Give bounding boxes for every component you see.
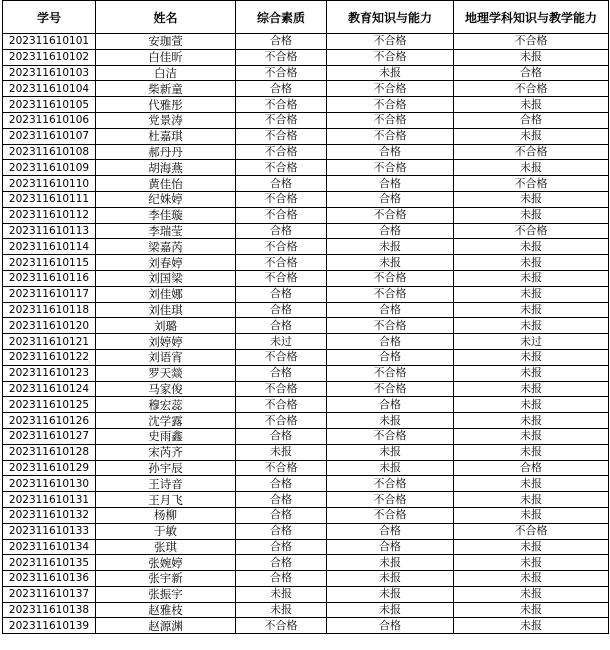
table-row <box>3 176 609 192</box>
cell-geography-teaching: 未报 <box>454 160 609 176</box>
cell-comprehensive-quality: 合格 <box>236 365 327 381</box>
table-row <box>3 270 609 286</box>
cell-geography-teaching: 未报 <box>454 586 609 602</box>
cell-student-id: 202311610117 <box>3 286 96 302</box>
cell-education-knowledge: 不合格 <box>327 270 454 286</box>
cell-name: 刘婷婷 <box>96 334 236 350</box>
cell-geography-teaching: 未报 <box>454 381 609 397</box>
table-row <box>3 65 609 81</box>
cell-geography-teaching: 未报 <box>454 49 609 65</box>
cell-comprehensive-quality: 未过 <box>236 334 327 350</box>
cell-student-id: 202311610114 <box>3 239 96 255</box>
table-row <box>3 112 609 128</box>
table-row <box>3 397 609 413</box>
cell-education-knowledge: 不合格 <box>327 428 454 444</box>
cell-comprehensive-quality: 未报 <box>236 586 327 602</box>
header-student-id: 学号 <box>3 1 96 34</box>
cell-comprehensive-quality: 合格 <box>236 523 327 539</box>
cell-student-id: 202311610127 <box>3 428 96 444</box>
table-row <box>3 428 609 444</box>
cell-student-id: 202311610115 <box>3 255 96 271</box>
cell-student-id: 202311610122 <box>3 349 96 365</box>
cell-name: 白佳昕 <box>96 49 236 65</box>
header-comprehensive-quality: 综合素质 <box>236 1 327 34</box>
cell-comprehensive-quality: 不合格 <box>236 112 327 128</box>
cell-geography-teaching: 未报 <box>454 555 609 571</box>
cell-education-knowledge: 不合格 <box>327 507 454 523</box>
cell-student-id: 202311610132 <box>3 507 96 523</box>
cell-education-knowledge: 合格 <box>327 191 454 207</box>
cell-education-knowledge: 合格 <box>327 302 454 318</box>
cell-name: 刘璐 <box>96 318 236 334</box>
table-row <box>3 49 609 65</box>
cell-student-id: 202311610128 <box>3 444 96 460</box>
cell-comprehensive-quality: 不合格 <box>236 460 327 476</box>
cell-name: 孙宇辰 <box>96 460 236 476</box>
header-name: 姓名 <box>96 1 236 34</box>
cell-geography-teaching: 未报 <box>454 492 609 508</box>
cell-student-id: 202311610120 <box>3 318 96 334</box>
cell-geography-teaching: 不合格 <box>454 144 609 160</box>
table-row <box>3 239 609 255</box>
cell-name: 沈学露 <box>96 413 236 429</box>
cell-education-knowledge: 不合格 <box>327 381 454 397</box>
cell-student-id: 202311610111 <box>3 191 96 207</box>
cell-student-id: 202311610135 <box>3 555 96 571</box>
cell-name: 李佳璇 <box>96 207 236 223</box>
cell-name: 罗天燚 <box>96 365 236 381</box>
cell-geography-teaching: 未报 <box>454 128 609 144</box>
cell-comprehensive-quality: 合格 <box>236 286 327 302</box>
cell-education-knowledge: 不合格 <box>327 365 454 381</box>
table-row <box>3 318 609 334</box>
cell-geography-teaching: 未报 <box>454 365 609 381</box>
cell-student-id: 202311610113 <box>3 223 96 239</box>
table-row <box>3 460 609 476</box>
cell-name: 刘国梁 <box>96 270 236 286</box>
header-education-knowledge: 教育知识与能力 <box>327 1 454 34</box>
cell-education-knowledge: 不合格 <box>327 207 454 223</box>
cell-name: 王月飞 <box>96 492 236 508</box>
cell-comprehensive-quality: 合格 <box>236 302 327 318</box>
table-row <box>3 618 609 634</box>
table-row <box>3 507 609 523</box>
cell-name: 党景涛 <box>96 112 236 128</box>
cell-name: 柴新童 <box>96 81 236 97</box>
cell-geography-teaching: 未报 <box>454 349 609 365</box>
cell-geography-teaching: 未报 <box>454 476 609 492</box>
cell-comprehensive-quality: 不合格 <box>236 128 327 144</box>
cell-name: 杜嘉琪 <box>96 128 236 144</box>
table-row <box>3 586 609 602</box>
cell-student-id: 202311610129 <box>3 460 96 476</box>
cell-education-knowledge: 未报 <box>327 444 454 460</box>
cell-name: 刘佳娜 <box>96 286 236 302</box>
cell-name: 于敏 <box>96 523 236 539</box>
cell-education-knowledge: 未报 <box>327 571 454 587</box>
table-row <box>3 365 609 381</box>
cell-name: 张琪 <box>96 539 236 555</box>
table-row <box>3 255 609 271</box>
cell-student-id: 202311610106 <box>3 112 96 128</box>
cell-comprehensive-quality: 不合格 <box>236 191 327 207</box>
cell-geography-teaching: 未报 <box>454 255 609 271</box>
table-row <box>3 34 609 50</box>
cell-name: 穆宏蕊 <box>96 397 236 413</box>
cell-name: 王诗音 <box>96 476 236 492</box>
cell-comprehensive-quality: 合格 <box>236 223 327 239</box>
cell-student-id: 202311610102 <box>3 49 96 65</box>
cell-student-id: 202311610139 <box>3 618 96 634</box>
table-row <box>3 302 609 318</box>
cell-geography-teaching: 不合格 <box>454 523 609 539</box>
cell-geography-teaching: 未报 <box>454 507 609 523</box>
cell-comprehensive-quality: 未报 <box>236 602 327 618</box>
cell-name: 刘春婷 <box>96 255 236 271</box>
cell-geography-teaching: 未报 <box>454 413 609 429</box>
cell-comprehensive-quality: 合格 <box>236 176 327 192</box>
cell-education-knowledge: 合格 <box>327 397 454 413</box>
header-row <box>3 1 609 34</box>
table-row <box>3 381 609 397</box>
cell-comprehensive-quality: 不合格 <box>236 413 327 429</box>
cell-comprehensive-quality: 不合格 <box>236 381 327 397</box>
cell-comprehensive-quality: 合格 <box>236 476 327 492</box>
cell-name: 李瑞莹 <box>96 223 236 239</box>
table-row <box>3 128 609 144</box>
cell-comprehensive-quality: 不合格 <box>236 144 327 160</box>
cell-name: 刘佳琪 <box>96 302 236 318</box>
cell-education-knowledge: 不合格 <box>327 492 454 508</box>
cell-student-id: 202311610130 <box>3 476 96 492</box>
table-row <box>3 492 609 508</box>
cell-student-id: 202311610107 <box>3 128 96 144</box>
cell-education-knowledge: 未报 <box>327 413 454 429</box>
table-row <box>3 334 609 350</box>
cell-geography-teaching: 合格 <box>454 112 609 128</box>
cell-name: 黄佳怡 <box>96 176 236 192</box>
cell-comprehensive-quality: 不合格 <box>236 97 327 113</box>
cell-geography-teaching: 未报 <box>454 618 609 634</box>
table-body <box>3 34 609 634</box>
cell-student-id: 202311610125 <box>3 397 96 413</box>
cell-student-id: 202311610104 <box>3 81 96 97</box>
cell-education-knowledge: 未报 <box>327 602 454 618</box>
cell-student-id: 202311610101 <box>3 34 96 50</box>
cell-comprehensive-quality: 不合格 <box>236 160 327 176</box>
cell-student-id: 202311610105 <box>3 97 96 113</box>
table-row <box>3 160 609 176</box>
table-row <box>3 81 609 97</box>
cell-student-id: 202311610138 <box>3 602 96 618</box>
cell-name: 赵源渊 <box>96 618 236 634</box>
cell-name: 张宇新 <box>96 571 236 587</box>
table-header <box>3 1 609 34</box>
cell-student-id: 202311610136 <box>3 571 96 587</box>
cell-education-knowledge: 不合格 <box>327 112 454 128</box>
cell-name: 史雨鑫 <box>96 428 236 444</box>
cell-comprehensive-quality: 不合格 <box>236 255 327 271</box>
cell-education-knowledge: 不合格 <box>327 286 454 302</box>
table-row <box>3 349 609 365</box>
cell-name: 梁嘉芮 <box>96 239 236 255</box>
cell-geography-teaching: 未报 <box>454 239 609 255</box>
cell-student-id: 202311610124 <box>3 381 96 397</box>
cell-comprehensive-quality: 合格 <box>236 318 327 334</box>
cell-comprehensive-quality: 不合格 <box>236 239 327 255</box>
cell-education-knowledge: 未报 <box>327 586 454 602</box>
cell-comprehensive-quality: 合格 <box>236 555 327 571</box>
cell-student-id: 202311610126 <box>3 413 96 429</box>
table-row <box>3 413 609 429</box>
table-row <box>3 602 609 618</box>
table-row <box>3 144 609 160</box>
table-row <box>3 223 609 239</box>
table-row <box>3 476 609 492</box>
cell-student-id: 202311610109 <box>3 160 96 176</box>
cell-education-knowledge: 未报 <box>327 255 454 271</box>
cell-geography-teaching: 未报 <box>454 571 609 587</box>
cell-comprehensive-quality: 合格 <box>236 571 327 587</box>
cell-geography-teaching: 未报 <box>454 191 609 207</box>
exam-results-table <box>2 0 609 634</box>
table-row <box>3 444 609 460</box>
cell-education-knowledge: 不合格 <box>327 476 454 492</box>
cell-student-id: 202311610131 <box>3 492 96 508</box>
cell-geography-teaching: 未报 <box>454 428 609 444</box>
cell-geography-teaching: 未报 <box>454 539 609 555</box>
cell-comprehensive-quality: 合格 <box>236 81 327 97</box>
cell-education-knowledge: 未报 <box>327 65 454 81</box>
cell-student-id: 202311610118 <box>3 302 96 318</box>
cell-education-knowledge: 合格 <box>327 223 454 239</box>
cell-name: 纪姝婷 <box>96 191 236 207</box>
cell-student-id: 202311610134 <box>3 539 96 555</box>
cell-name: 马家俊 <box>96 381 236 397</box>
cell-geography-teaching: 未报 <box>454 302 609 318</box>
cell-name: 刘语宵 <box>96 349 236 365</box>
cell-comprehensive-quality: 不合格 <box>236 207 327 223</box>
cell-education-knowledge: 不合格 <box>327 49 454 65</box>
cell-education-knowledge: 不合格 <box>327 318 454 334</box>
cell-comprehensive-quality: 不合格 <box>236 49 327 65</box>
cell-education-knowledge: 合格 <box>327 176 454 192</box>
cell-education-knowledge: 合格 <box>327 618 454 634</box>
cell-geography-teaching: 未报 <box>454 97 609 113</box>
cell-education-knowledge: 合格 <box>327 334 454 350</box>
cell-geography-teaching: 未报 <box>454 602 609 618</box>
cell-name: 张振宇 <box>96 586 236 602</box>
cell-geography-teaching: 不合格 <box>454 34 609 50</box>
cell-student-id: 202311610112 <box>3 207 96 223</box>
cell-name: 赵雅枝 <box>96 602 236 618</box>
cell-name: 白洁 <box>96 65 236 81</box>
cell-education-knowledge: 不合格 <box>327 34 454 50</box>
cell-comprehensive-quality: 不合格 <box>236 349 327 365</box>
cell-education-knowledge: 合格 <box>327 539 454 555</box>
cell-geography-teaching: 未报 <box>454 397 609 413</box>
cell-education-knowledge: 未报 <box>327 460 454 476</box>
cell-education-knowledge: 未报 <box>327 239 454 255</box>
cell-comprehensive-quality: 不合格 <box>236 270 327 286</box>
cell-education-knowledge: 合格 <box>327 523 454 539</box>
cell-student-id: 202311610137 <box>3 586 96 602</box>
cell-geography-teaching: 不合格 <box>454 176 609 192</box>
cell-student-id: 202311610108 <box>3 144 96 160</box>
cell-geography-teaching: 不合格 <box>454 81 609 97</box>
cell-student-id: 202311610123 <box>3 365 96 381</box>
cell-education-knowledge: 不合格 <box>327 97 454 113</box>
cell-comprehensive-quality: 合格 <box>236 507 327 523</box>
cell-student-id: 202311610121 <box>3 334 96 350</box>
cell-name: 安珈萱 <box>96 34 236 50</box>
cell-geography-teaching: 未报 <box>454 286 609 302</box>
cell-education-knowledge: 合格 <box>327 144 454 160</box>
cell-education-knowledge: 不合格 <box>327 128 454 144</box>
table-row <box>3 207 609 223</box>
cell-education-knowledge: 未报 <box>327 555 454 571</box>
table-row <box>3 97 609 113</box>
cell-name: 郝丹丹 <box>96 144 236 160</box>
cell-student-id: 202311610110 <box>3 176 96 192</box>
cell-name: 张婉婷 <box>96 555 236 571</box>
header-geography-teaching: 地理学科知识与教学能力 <box>454 1 609 34</box>
table-row <box>3 555 609 571</box>
table-row <box>3 191 609 207</box>
cell-comprehensive-quality: 合格 <box>236 539 327 555</box>
table-row <box>3 539 609 555</box>
cell-student-id: 202311610103 <box>3 65 96 81</box>
cell-comprehensive-quality: 未报 <box>236 444 327 460</box>
cell-education-knowledge: 不合格 <box>327 160 454 176</box>
table-row <box>3 571 609 587</box>
cell-geography-teaching: 未报 <box>454 444 609 460</box>
cell-comprehensive-quality: 不合格 <box>236 65 327 81</box>
table-row <box>3 286 609 302</box>
cell-geography-teaching: 未报 <box>454 318 609 334</box>
cell-name: 杨柳 <box>96 507 236 523</box>
cell-student-id: 202311610133 <box>3 523 96 539</box>
cell-name: 代雅彤 <box>96 97 236 113</box>
cell-name: 宋芮齐 <box>96 444 236 460</box>
cell-comprehensive-quality: 不合格 <box>236 618 327 634</box>
cell-geography-teaching: 未过 <box>454 334 609 350</box>
cell-comprehensive-quality: 不合格 <box>236 397 327 413</box>
cell-geography-teaching: 合格 <box>454 65 609 81</box>
cell-geography-teaching: 未报 <box>454 207 609 223</box>
cell-student-id: 202311610116 <box>3 270 96 286</box>
cell-geography-teaching: 合格 <box>454 460 609 476</box>
cell-geography-teaching: 未报 <box>454 270 609 286</box>
cell-comprehensive-quality: 合格 <box>236 428 327 444</box>
cell-education-knowledge: 不合格 <box>327 81 454 97</box>
table-row <box>3 523 609 539</box>
cell-comprehensive-quality: 合格 <box>236 492 327 508</box>
cell-comprehensive-quality: 合格 <box>236 34 327 50</box>
cell-education-knowledge: 合格 <box>327 349 454 365</box>
cell-name: 胡海燕 <box>96 160 236 176</box>
cell-geography-teaching: 不合格 <box>454 223 609 239</box>
